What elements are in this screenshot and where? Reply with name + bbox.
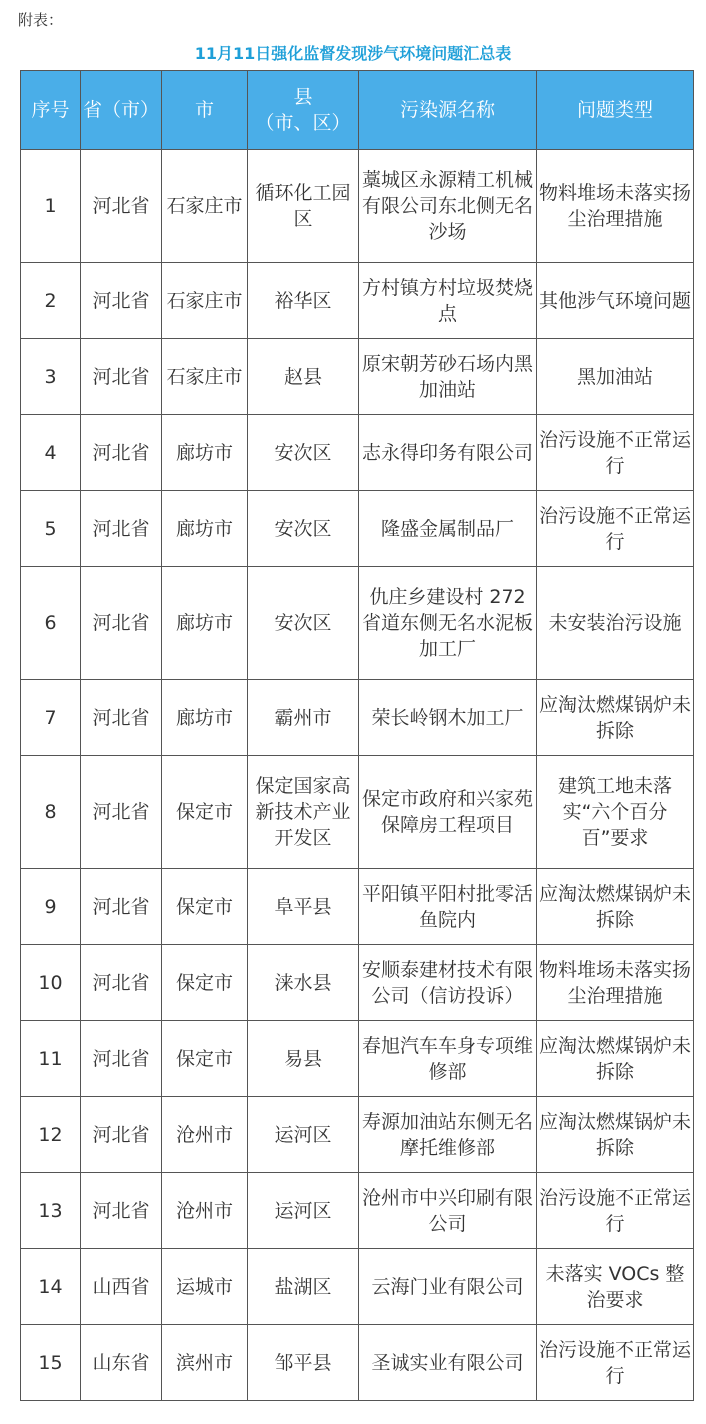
cell-problem: 建筑工地未落实“六个百分百”要求 — [537, 756, 694, 869]
header-county — [248, 71, 359, 150]
cell-province: 河北省 — [81, 945, 162, 1021]
header-row — [21, 71, 694, 150]
cell-county: 运河区 — [248, 1097, 359, 1173]
table-row — [21, 680, 694, 756]
header-source: 污染源名称 — [359, 71, 537, 150]
cell-no: 8 — [21, 756, 81, 869]
table-row — [21, 415, 694, 491]
table-row — [21, 263, 694, 339]
cell-source: 安顺泰建材技术有限公司（信访投诉） — [359, 945, 537, 1021]
header-province: 省（市） — [81, 71, 162, 150]
table-row — [21, 756, 694, 869]
cell-county: 霸州市 — [248, 680, 359, 756]
cell-province: 河北省 — [81, 680, 162, 756]
cell-no: 15 — [21, 1325, 81, 1401]
table-row — [21, 1173, 694, 1249]
cell-problem: 治污设施不正常运行 — [537, 1325, 694, 1401]
header-city: 市 — [162, 71, 248, 150]
cell-county: 循环化工园区 — [248, 150, 359, 263]
cell-city: 保定市 — [162, 945, 248, 1021]
cell-province: 河北省 — [81, 1021, 162, 1097]
cell-source: 隆盛金属制品厂 — [359, 491, 537, 567]
cell-province: 河北省 — [81, 339, 162, 415]
table-row — [21, 491, 694, 567]
cell-city: 廊坊市 — [162, 415, 248, 491]
cell-city: 保定市 — [162, 869, 248, 945]
cell-city: 廊坊市 — [162, 491, 248, 567]
cell-city: 石家庄市 — [162, 150, 248, 263]
cell-source: 圣诚实业有限公司 — [359, 1325, 537, 1401]
cell-problem: 未安装治污设施 — [537, 567, 694, 680]
cell-no: 9 — [21, 869, 81, 945]
table-row — [21, 567, 694, 680]
cell-county: 保定国家高新技术产业开发区 — [248, 756, 359, 869]
cell-county: 易县 — [248, 1021, 359, 1097]
table-title: 11月11日强化监督发现涉气环境问题汇总表 — [194, 44, 512, 63]
cell-county: 安次区 — [248, 567, 359, 680]
summary-table — [20, 70, 694, 1401]
cell-problem: 应淘汰燃煤锅炉未拆除 — [537, 869, 694, 945]
cell-city: 石家庄市 — [162, 263, 248, 339]
cell-city: 滨州市 — [162, 1325, 248, 1401]
cell-county: 裕华区 — [248, 263, 359, 339]
cell-city: 沧州市 — [162, 1097, 248, 1173]
cell-source: 平阳镇平阳村批零活鱼院内 — [359, 869, 537, 945]
cell-source: 藁城区永源精工机械有限公司东北侧无名沙场 — [359, 150, 537, 263]
table-row — [21, 1021, 694, 1097]
cell-city: 运城市 — [162, 1249, 248, 1325]
cell-source: 原宋朝芳砂石场内黑加油站 — [359, 339, 537, 415]
table-row — [21, 339, 694, 415]
cell-no: 4 — [21, 415, 81, 491]
cell-city: 廊坊市 — [162, 567, 248, 680]
cell-source: 方村镇方村垃圾焚烧点 — [359, 263, 537, 339]
cell-no: 7 — [21, 680, 81, 756]
cell-province: 山东省 — [81, 1325, 162, 1401]
cell-source: 寿源加油站东侧无名摩托维修部 — [359, 1097, 537, 1173]
cell-province: 河北省 — [81, 263, 162, 339]
cell-province: 河北省 — [81, 1173, 162, 1249]
cell-problem: 其他涉气环境问题 — [537, 263, 694, 339]
cell-no: 11 — [21, 1021, 81, 1097]
cell-city: 保定市 — [162, 1021, 248, 1097]
table-row — [21, 1249, 694, 1325]
cell-province: 山西省 — [81, 1249, 162, 1325]
header-county-line1: 县 — [293, 86, 313, 108]
cell-problem: 物料堆场未落实扬尘治理措施 — [537, 945, 694, 1021]
cell-county: 安次区 — [248, 415, 359, 491]
cell-problem: 应淘汰燃煤锅炉未拆除 — [537, 680, 694, 756]
table-row — [21, 1325, 694, 1401]
table-row — [21, 945, 694, 1021]
cell-no: 3 — [21, 339, 81, 415]
cell-city: 保定市 — [162, 756, 248, 869]
cell-no: 5 — [21, 491, 81, 567]
table-row — [21, 150, 694, 263]
table-row — [21, 1097, 694, 1173]
header-county-line2: （市、区） — [255, 112, 351, 134]
cell-problem: 治污设施不正常运行 — [537, 1173, 694, 1249]
cell-county: 运河区 — [248, 1173, 359, 1249]
cell-problem: 未落实 VOCs 整治要求 — [537, 1249, 694, 1325]
cell-source: 仇庄乡建设村 272 省道东侧无名水泥板加工厂 — [359, 567, 537, 680]
cell-problem: 黑加油站 — [537, 339, 694, 415]
header-no: 序号 — [21, 71, 81, 150]
cell-province: 河北省 — [81, 491, 162, 567]
cell-problem: 治污设施不正常运行 — [537, 415, 694, 491]
table-row — [21, 869, 694, 945]
cell-no: 10 — [21, 945, 81, 1021]
cell-county: 安次区 — [248, 491, 359, 567]
cell-city: 石家庄市 — [162, 339, 248, 415]
cell-province: 河北省 — [81, 150, 162, 263]
appendix-label: 附表： — [18, 11, 64, 29]
cell-source: 云海门业有限公司 — [359, 1249, 537, 1325]
cell-problem: 物料堆场未落实扬尘治理措施 — [537, 150, 694, 263]
cell-no: 13 — [21, 1173, 81, 1249]
cell-province: 河北省 — [81, 1097, 162, 1173]
cell-province: 河北省 — [81, 756, 162, 869]
cell-problem: 应淘汰燃煤锅炉未拆除 — [537, 1021, 694, 1097]
cell-province: 河北省 — [81, 415, 162, 491]
cell-source: 荣长岭钢木加工厂 — [359, 680, 537, 756]
cell-county: 赵县 — [248, 339, 359, 415]
cell-source: 保定市政府和兴家苑保障房工程项目 — [359, 756, 537, 869]
cell-source: 春旭汽车车身专项维修部 — [359, 1021, 537, 1097]
cell-city: 沧州市 — [162, 1173, 248, 1249]
header-problem: 问题类型 — [537, 71, 694, 150]
cell-no: 14 — [21, 1249, 81, 1325]
cell-county: 盐湖区 — [248, 1249, 359, 1325]
cell-source: 志永得印务有限公司 — [359, 415, 537, 491]
cell-no: 2 — [21, 263, 81, 339]
cell-county: 邹平县 — [248, 1325, 359, 1401]
cell-no: 1 — [21, 150, 81, 263]
cell-city: 廊坊市 — [162, 680, 248, 756]
cell-county: 涞水县 — [248, 945, 359, 1021]
cell-no: 6 — [21, 567, 81, 680]
cell-problem: 治污设施不正常运行 — [537, 491, 694, 567]
cell-problem: 应淘汰燃煤锅炉未拆除 — [537, 1097, 694, 1173]
cell-province: 河北省 — [81, 567, 162, 680]
cell-county: 阜平县 — [248, 869, 359, 945]
cell-province: 河北省 — [81, 869, 162, 945]
cell-no: 12 — [21, 1097, 81, 1173]
cell-source: 沧州市中兴印刷有限公司 — [359, 1173, 537, 1249]
